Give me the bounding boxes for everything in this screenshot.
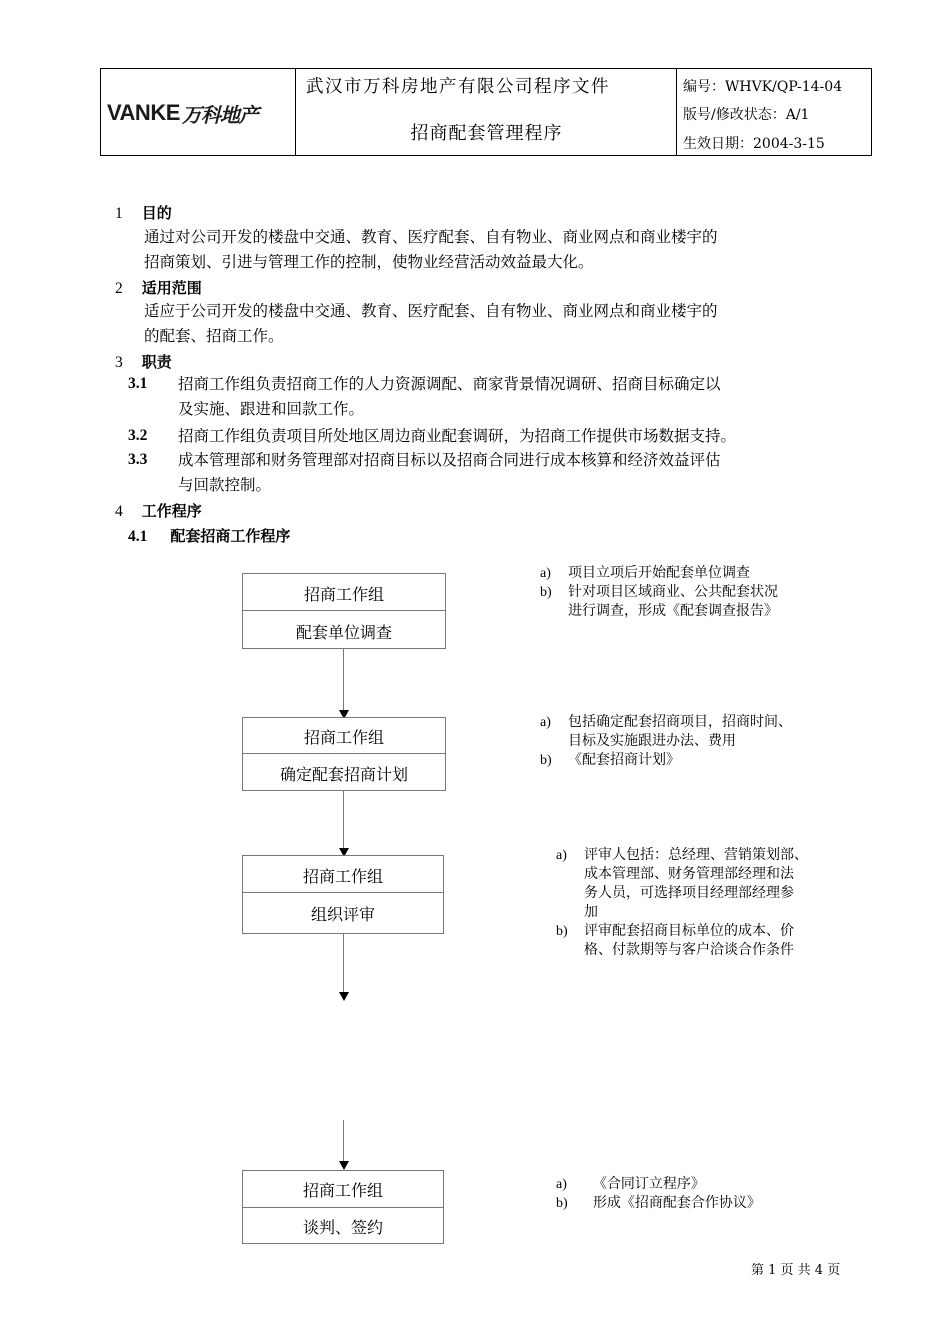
section-3-title: 职责 <box>141 353 172 371</box>
document-header <box>100 68 872 156</box>
flow-step-2-task: 确定配套招商计划 <box>279 765 408 784</box>
section-1-title: 目的 <box>141 204 172 222</box>
flow-step-4-notes: a) 《合同订立程序》 b) 形成《招商配套合作协议》 <box>556 1176 761 1211</box>
vanke-logo <box>107 99 258 127</box>
item-3-2-number: 3.2 <box>128 427 148 444</box>
logo-text-cn: 万科地产 <box>181 102 258 127</box>
item-3-3-number: 3.3 <box>128 451 148 468</box>
flow-step-3-notes: a) 评审人包括：总经理、营销策划部、 成本管理部、财务管理部经理和法 务人员，可选择项目经理部经理参 加 b) 评审配套招商目标单位的成本、价 格、付款期等与客户洽谈合作条件 <box>556 847 808 958</box>
flow-step-1-task: 配套单位调查 <box>295 623 392 642</box>
flow-step-2-role: 招商工作组 <box>303 728 384 747</box>
flow-step-4-role: 招商工作组 <box>302 1181 383 1200</box>
flow-connector <box>343 934 344 992</box>
flow-step-1 <box>242 573 446 649</box>
section-4-heading: 4 工作程序 <box>115 502 202 520</box>
section-2-heading: 2 适用范围 <box>115 279 202 297</box>
item-3-2-text: 招商工作组负责项目所处地区周边商业配套调研，为招商工作提供市场数据支持。 <box>178 427 737 445</box>
flow-step-1-notes: a) 项目立项后开始配套单位调查 b) 针对项目区域商业、公共配套状况 进行调查，形成《配套调查报告》 <box>540 565 778 619</box>
item-3-1-number: 3.1 <box>128 375 148 392</box>
flow-step-2-notes: a) 包括确定配套招商项目，招商时间、 目标及实施跟进办法、费用 b) 《配套招商计划》 <box>540 714 792 768</box>
title-cell <box>296 69 677 155</box>
doc-number: 编号：WHVK/QP-14-04 <box>683 79 843 95</box>
page-number: 第 1 页 共 4 页 <box>751 1263 841 1278</box>
section-4-1-heading: 4.1 配套招商工作程序 <box>128 527 291 545</box>
flow-step-3-role: 招商工作组 <box>302 867 383 886</box>
flow-step-4-task: 谈判、签约 <box>302 1218 383 1237</box>
section-4-title: 工作程序 <box>141 502 202 520</box>
flow-step-3-task: 组织评审 <box>310 905 375 924</box>
section-2-title: 适用范围 <box>141 279 202 297</box>
arrow-down-icon <box>339 992 349 1001</box>
flow-connector <box>343 649 344 711</box>
flow-connector <box>343 791 344 849</box>
logo-cell <box>101 69 296 155</box>
effective-date: 生效日期：2004-3-15 <box>683 136 825 152</box>
arrow-down-icon <box>339 1161 349 1170</box>
section-3-heading: 3 职责 <box>115 353 172 371</box>
meta-cell <box>677 69 871 155</box>
doc-version: 版号/修改状态：A/1 <box>683 107 810 123</box>
document-title: 招商配套管理程序 <box>410 123 563 144</box>
section-1-heading: 1 目的 <box>115 204 172 222</box>
flow-step-2 <box>242 717 446 791</box>
company-name: 武汉市万科房地产有限公司程序文件 <box>306 77 610 97</box>
flow-step-1-role: 招商工作组 <box>303 585 384 604</box>
flow-step-3 <box>242 855 444 934</box>
item-3-1-text: 招商工作组负责招商工作的人力资源调配、商家背景情况调研、招商目标确定以 及实施、跟进和回款工作。 <box>178 375 721 418</box>
flow-connector <box>343 1120 344 1162</box>
section-2-body: 适应于公司开发的楼盘中交通、教育、医疗配套、自有物业、商业网点和商业楼宇的 的配套、招商工作。 <box>144 302 718 345</box>
section-4-1-title: 配套招商工作程序 <box>170 527 291 545</box>
flow-step-4 <box>242 1170 444 1244</box>
section-1-body: 通过对公司开发的楼盘中交通、教育、医疗配套、自有物业、商业网点和商业楼宇的 招商策划、引进与管理工作的控制，使物业经营活动效益最大化。 <box>144 228 718 271</box>
item-3-3-text: 成本管理部和财务管理部对招商目标以及招商合同进行成本核算和经济效益评估 与回款控制。 <box>178 451 721 494</box>
logo-text-en: VANKE <box>107 100 180 125</box>
